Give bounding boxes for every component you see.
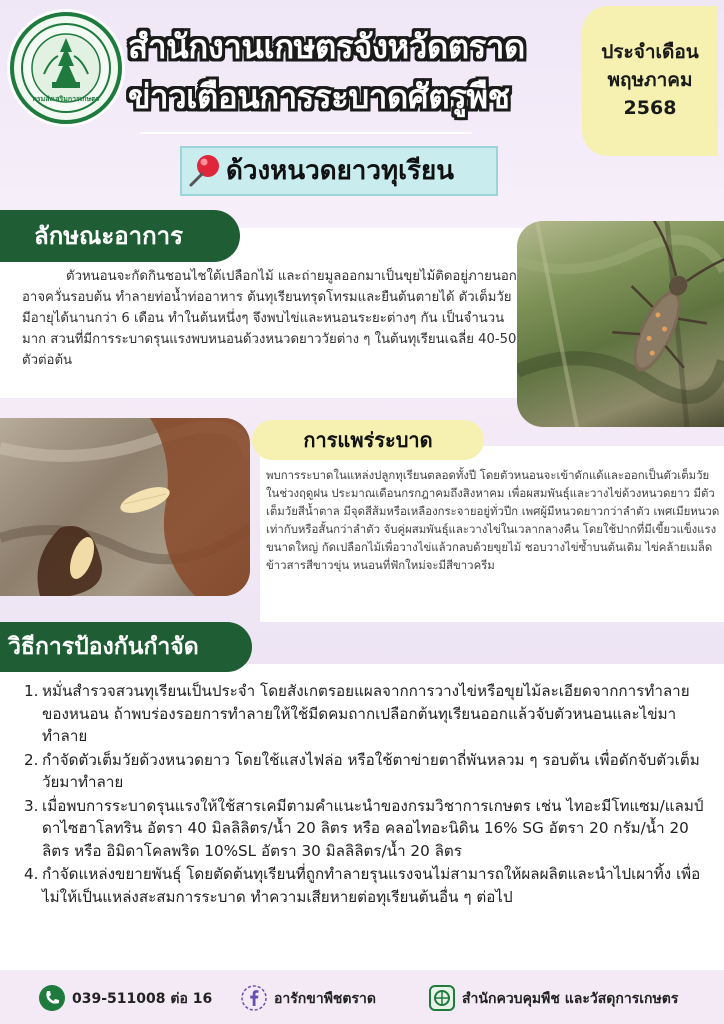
- phone-contact[interactable]: [38, 984, 218, 1012]
- prevention-item: 2. กำจัดตัวเต็มวัยด้วงหนวดยาว โดยใช้แสงไฟล่อ หรือใช้ตาข่ายตาถี่พันหลวม ๆ รอบต้น เพื่อดักจับตัวเต็มวัยมาทำลาย: [24, 750, 700, 791]
- larva-photo: [0, 418, 250, 596]
- facebook-page-link[interactable]: [240, 984, 400, 1012]
- office-title: สำนักงานเกษตรจังหวัดตราด: [128, 27, 525, 66]
- facebook-icon: [240, 984, 268, 1012]
- facebook-page-name: อารักขาพืชตราด: [274, 991, 376, 1007]
- year-value: 2568: [623, 97, 677, 119]
- symptoms-text: ตัวหนอนจะกัดกินชอนไชใต้เปลือกไม้ และถ่ายมูลออกมาเป็นขุยไม้ติดอยู่ภายนอกอาจควั่นรอบต้น ทำลายท่อน้ำท่ออาหาร ต้นทุเรียนทรุดโทรมและยืนต้นตายได้ ตัวเต็มวัยมีอายุได้นานกว่า 6 เดือน ทำในต้นหนึ่งๆ จึงพบไข่และหนอนระยะต่างๆ กัน เป็นจำนวนมาก สวนที่มีการระบาดรุนแรงพบหนอนด้วงหนวดยาววัยต่าง ๆ ในต้นทุเรียนเฉลี่ย 40-50 ตัวต่อต้น: [22, 269, 517, 368]
- prevention-item: 4. กำจัดแหล่งขยายพันธุ์ โดยตัดต้นทุเรียนที่ถูกทำลายรุนแรงจนไม่สามารถให้ผลผลิตและนำไปเผาทิ้ง เพื่อไม่ให้เป็นแหล่งสะสมการระบาด ทำความเสียหายต่อทุเรียนต้นอื่น ๆ ต่อไป: [24, 865, 701, 906]
- spread-heading: การแพร่ระบาด: [252, 420, 484, 460]
- month-label: ประจำเดือน: [601, 41, 699, 63]
- prevention-item: 3. เมื่อพบการระบาดรุนแรงให้ใช้สารเคมีตามคำแนะนำของกรมวิชาการเกษตร เช่น ไทอะมีโทแซม/แลมป์ดาไซฮาโลทริน อัตรา 40 มิลลิลิตร/น้ำ 20 ลิตร หรือ คลอไทอะนิดิน 16% SG อัตรา 20 กรัม/น้ำ 20 ลิตร หรือ อิมิดาโคลพริด 10%SL อัตรา 30 มิลลิลิตร/น้ำ 20 ลิตร: [24, 796, 704, 860]
- longhorn-beetle-illustration: [517, 221, 724, 427]
- prevention-list: [24, 680, 704, 909]
- pest-name: ด้วงหนวดยาวทุเรียน: [226, 156, 455, 186]
- agency-emblem-icon: [428, 984, 456, 1012]
- logo-caption: กรมส่งเสริมการเกษตร: [32, 95, 100, 103]
- pushpin-icon: [186, 152, 224, 190]
- beetle-photo: [517, 221, 724, 427]
- agency-info: [428, 984, 718, 1012]
- symptoms-heading: ลักษณะอาการ: [0, 210, 240, 262]
- prevention-item: 1. หมั่นสำรวจสวนทุเรียนเป็นประจำ โดยสังเกตรอยแผลจากการวางไข่หรือขุยไม้ละเอียดจากการทำลายของหนอน ถ้าพบร่องรอยการทำลายให้ใช้มีดคมถากเปลือกต้นทุเรียนออกแล้วจับตัวหนอนและไข่มาทำลาย: [24, 682, 690, 745]
- department-logo: [10, 12, 122, 124]
- prevention-heading: วิธีการป้องกันกำจัด: [0, 622, 252, 672]
- agency-name: สำนักควบคุมพืช และวัสดุการเกษตร: [462, 991, 679, 1007]
- spread-text: พบการระบาดในแหล่งปลูกทุเรียนตลอดทั้งปี โดยตัวหนอนจะเข้าดักแด้และออกเป็นตัวเต็มวัยในช่วงฤดูฝน ประมาณเดือนกรกฎาคมถึงสิงหาคม เพื่อผสมพันธุ์และวางไข่ด้วงหนวดยาว มีตัวเต็มวัยสีน้ำตาล มีจุดสีส้มหรือเหลืองกระจายอยู่ทั่วปีก เพศผู้มีหนวดยาวกว่าลำตัว เพศเมียหนวดเท่ากับหรือสั้นกว่าลำตัว จับคู่ผสมพันธุ์และวางไข่ในเวลากลางคืน โดยใช้ปากที่มีเขี้ยวแข็งแรงขนาดใหญ่ กัดเปลือกไม้เพื่อวางไข่แล้วกลบด้วยขุยไม้ ชอบวางไข่ซ้ำบนต้นเดิม ไข่คล้ายเมล็ดข้าวสารสีขาวขุ่น หนอนที่ฟักใหม่จะมีสีขาวครีม: [266, 468, 720, 572]
- phone-number: 039-511008 ต่อ 16: [72, 991, 213, 1007]
- bulletin-title: ข่าวเตือนการระบาดศัตรูพืช: [128, 77, 510, 116]
- larva-in-bark-illustration: [0, 418, 250, 596]
- phone-icon: [38, 984, 66, 1012]
- issue-month-box: [582, 6, 718, 156]
- month-value: พฤษภาคม: [607, 69, 693, 91]
- title-divider: [140, 132, 472, 134]
